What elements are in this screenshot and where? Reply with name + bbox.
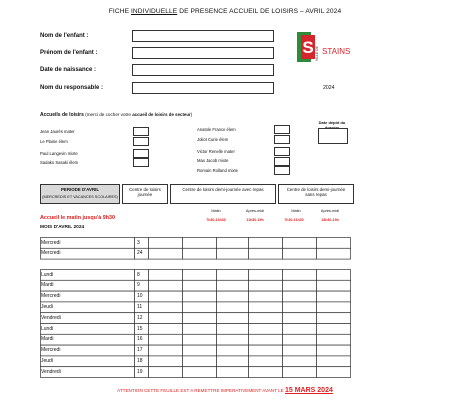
accueil-note: Accueil le matin jusqu'à 9h30 [40,215,115,221]
col-journee-header: Centre de loisirs journée [122,184,168,204]
attendance-cell[interactable] [149,345,183,356]
attendance-cell[interactable] [217,270,249,281]
attendance-cell[interactable] [217,238,249,249]
attendance-cell[interactable] [317,367,351,378]
logo-vertical-text: VILLE DE [315,46,319,61]
attendance-cell[interactable] [149,334,183,345]
month-label: MOIS D'AVRIL 2024 [40,225,85,230]
attendance-cell[interactable] [283,356,317,367]
attendance-cell[interactable] [217,302,249,313]
attendance-cell[interactable] [217,356,249,367]
attendance-cell[interactable] [217,313,249,324]
attendance-cell[interactable] [249,324,283,335]
attendance-cell[interactable] [149,302,183,313]
hours-label: 7h30-11h30 [284,218,304,222]
day-number: 8 [137,271,140,278]
attendance-cell[interactable] [317,345,351,356]
guardian-name-label: Nom du responsable : [40,85,104,91]
attendance-cell[interactable] [149,280,183,291]
attendance-cell[interactable] [217,324,249,335]
attendance-cell[interactable] [183,324,217,335]
attendance-cell[interactable] [183,367,217,378]
attendance-cell[interactable] [317,238,351,249]
attendance-cell[interactable] [317,324,351,335]
day-number: 9 [137,282,140,289]
year-label: 2024 [323,85,335,91]
day-name: Vendredi [41,314,61,321]
day-name: Mercredi [41,250,61,257]
day-name: Mercredi [41,293,61,300]
day-name: Mardi [41,336,54,343]
site-label: Paul Langevin mixte [40,151,78,156]
date-depot-label: Date dépôt du dossier [318,120,346,130]
attendance-cell[interactable] [249,270,283,281]
attendance-cell[interactable] [149,367,183,378]
day-name: Mercredi [41,239,61,246]
attendance-cell[interactable] [283,334,317,345]
attendance-cell[interactable] [183,313,217,324]
col-sans-repas-header: Centre de loisirs demi-journée sans repas [278,184,354,204]
hours-label: 13h30-19h [321,218,339,222]
attendance-cell[interactable] [183,291,217,302]
attendance-cell[interactable] [149,324,183,335]
attendance-cell[interactable] [217,248,249,259]
day-name: Vendredi [41,368,61,375]
attendance-cell[interactable] [149,291,183,302]
accueils-title: Accueils de loisirs (merci de cocher votre accueil de loisirs de secteur) [40,112,193,118]
day-cell [41,302,135,313]
site-label: Anatole France élem [197,127,236,132]
attendance-cell[interactable] [317,302,351,313]
day-name: Mardi [41,282,54,289]
page-title: FICHE INDIVIDUELLE DE PRESENCE ACCUEIL DE LOISIRS – AVRIL 2024 [108,8,342,15]
deadline-notice: ATTENTION CETTE FEUILLE EST A REMETTRE IMPERATIVEMENT AVANT LE 15 MARS 2024 [117,387,333,394]
day-cell [41,270,135,281]
attendance-cell[interactable] [217,345,249,356]
period-header: PERIODE D'AVRIL (MERCREDIS ET VACANCES SCOLAIRES) [40,184,120,204]
matin-label: Matin [211,209,221,213]
attendance-cell[interactable] [249,280,283,291]
logo-name: STAINS [322,47,351,56]
attendance-cell[interactable] [183,345,217,356]
site-label: Sadako Sasaki élem [40,160,79,165]
site-label: Joliot Curie élem [197,137,229,142]
attendance-cell[interactable] [317,280,351,291]
attendance-cell[interactable] [183,238,217,249]
attendance-cell[interactable] [283,367,317,378]
day-number: 16 [137,336,143,343]
day-number: 17 [137,347,143,354]
site-label: Max Jacob mixte [197,158,229,163]
attendance-cell[interactable] [317,356,351,367]
attendance-cell[interactable] [149,356,183,367]
attendance-cell[interactable] [217,280,249,291]
attendance-cell[interactable] [149,238,183,249]
attendance-cell[interactable] [249,248,283,259]
day-number: 15 [137,325,143,332]
attendance-cell[interactable] [249,356,283,367]
matin-label: Matin [291,209,301,213]
attendance-cell[interactable] [183,248,217,259]
day-name: Lundi [41,325,54,332]
day-name: Jeudi [41,358,53,364]
attendance-cell[interactable] [283,248,317,259]
attendance-cell[interactable] [217,334,249,345]
attendance-cell[interactable] [183,270,217,281]
attendance-cell[interactable] [317,270,351,281]
logo-letter: S [302,38,314,57]
attendance-cell[interactable] [249,302,283,313]
day-number: 3 [137,239,140,246]
day-number: 11 [137,304,143,310]
attendance-cell[interactable] [249,238,283,249]
day-number: 12 [137,314,143,321]
day-number: 19 [137,368,143,375]
day-name: Mercredi [41,347,61,354]
apres-midi-label: Après-midi [245,209,265,213]
site-label: Jean Jaurès mater [40,129,75,134]
day-cell [41,324,135,335]
attendance-cell[interactable] [183,356,217,367]
attendance-cell[interactable] [217,291,249,302]
hours-label: 7h30-13h30 [206,218,226,222]
attendance-cell[interactable] [183,302,217,313]
day-name: Jeudi [41,304,53,310]
attendance-cell[interactable] [317,334,351,345]
attendance-cell[interactable] [217,367,249,378]
attendance-cell[interactable] [149,313,183,324]
attendance-cell[interactable] [317,291,351,302]
attendance-cell[interactable] [283,324,317,335]
child-firstname-label: Prénom de l'enfant : [40,50,98,56]
attendance-cell[interactable] [283,345,317,356]
attendance-cell[interactable] [249,334,283,345]
col-avec-repas-header: Centre de loisirs demi-journée avec repas [170,184,276,204]
site-label: Victor Renelle mater [197,149,235,154]
hours-label: 11h30-19h [246,218,264,222]
day-cell [41,280,135,291]
attendance-cell[interactable] [283,280,317,291]
attendance-cell[interactable] [149,248,183,259]
attendance-cell[interactable] [183,280,217,291]
attendance-cell[interactable] [249,367,283,378]
attendance-cell[interactable] [317,248,351,259]
attendance-cell[interactable] [283,238,317,249]
attendance-cell[interactable] [283,270,317,281]
day-cell [41,356,135,367]
attendance-cell[interactable] [149,270,183,281]
apres-midi-label: Après-midi [320,209,340,213]
attendance-cell[interactable] [183,334,217,345]
site-label: Le Plaine élem [40,139,68,144]
attendance-cell[interactable] [283,291,317,302]
day-number: 24 [137,250,143,257]
attendance-cell[interactable] [283,313,317,324]
day-number: 10 [137,293,143,300]
site-label: Romain Rolland mixte [197,168,238,173]
attendance-cell[interactable] [249,345,283,356]
attendance-cell[interactable] [317,313,351,324]
attendance-cell[interactable] [249,313,283,324]
child-name-label: Nom de l'enfant : [40,33,89,39]
day-number: 18 [137,358,143,364]
attendance-cell[interactable] [249,291,283,302]
day-cell [41,334,135,345]
day-name: Lundi [41,271,54,278]
birthdate-label: Date de naissance : [40,67,97,73]
attendance-cell[interactable] [283,302,317,313]
